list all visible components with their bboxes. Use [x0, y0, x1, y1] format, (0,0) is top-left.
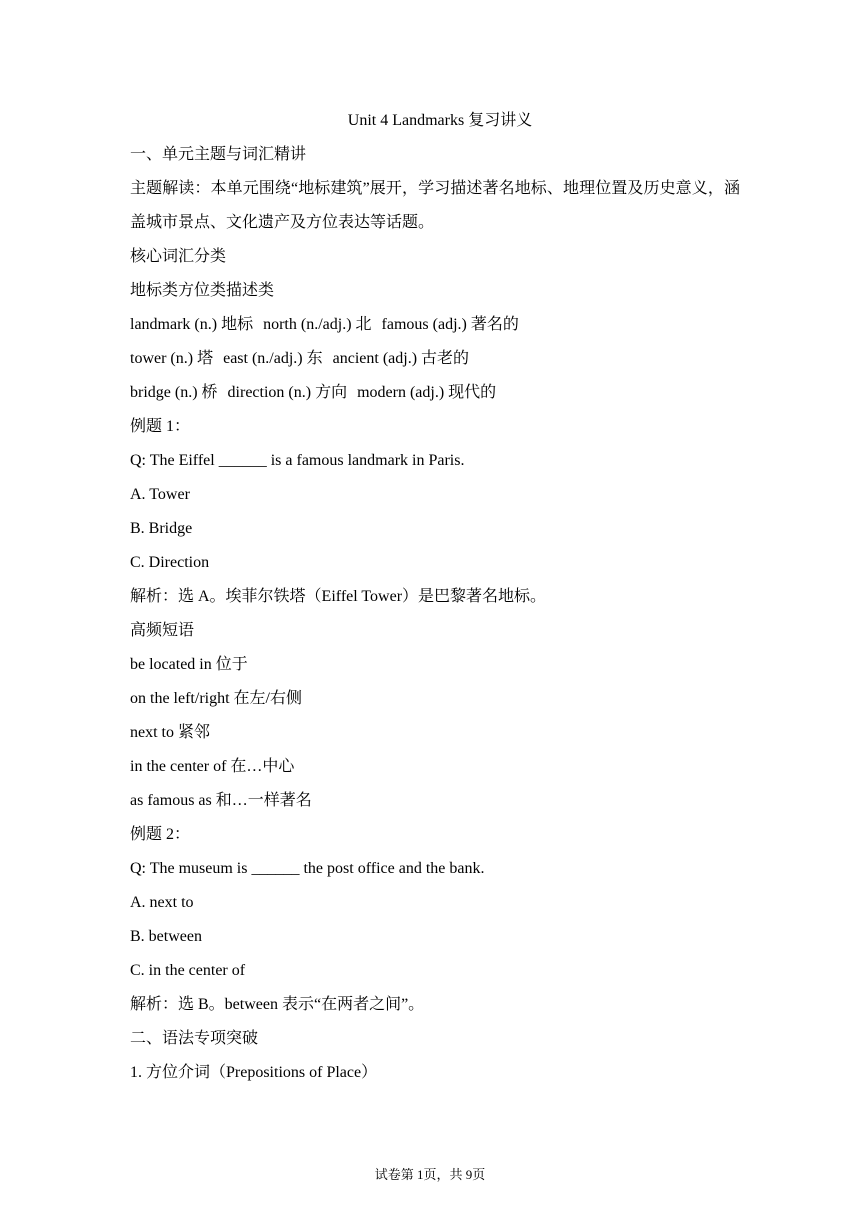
- vocab-row: [130, 382, 740, 404]
- vocab-cell: ancient (adj.) 古老的: [332, 350, 470, 367]
- example-option: C. Direction: [130, 554, 210, 571]
- vocab-cell: landmark (n.) 地标: [130, 316, 254, 333]
- vocab-cell: north (n./adj.) 北: [263, 316, 372, 333]
- section-heading-1: 一、单元主题与词汇精讲: [130, 146, 307, 163]
- vocab-heading: 核心词汇分类: [130, 248, 227, 265]
- phrase-item: as famous as 和…一样著名: [130, 792, 312, 809]
- vocab-row: [130, 314, 740, 336]
- theme-paragraph: 主题解读：本单元围绕“地标建筑”展开，学习描述著名地标、地理位置及历史意义，涵盖城市景点、文化遗产及方位表达等话题。: [130, 180, 740, 231]
- example-label: 例题 1：: [130, 418, 191, 435]
- example-label: 例题 2：: [130, 826, 191, 843]
- example-analysis: 解析：选 B。between 表示“在两者之间”。: [130, 996, 425, 1013]
- phrase-item: on the left/right 在左/右侧: [130, 690, 302, 707]
- document-body: [130, 144, 740, 1096]
- vocab-cell: famous (adj.) 著名的: [381, 316, 519, 333]
- example-option: B. between: [130, 928, 202, 945]
- example-option: C. in the center of: [130, 962, 246, 979]
- subsection-heading: 1. 方位介词（Prepositions of Place）: [130, 1064, 378, 1081]
- example-option: A. next to: [130, 894, 194, 911]
- example-question: Q: The Eiffel ______ is a famous landmark in Paris.: [130, 452, 465, 469]
- phrase-item: be located in 位于: [130, 656, 248, 673]
- example-option: A. Tower: [130, 486, 190, 503]
- vocab-columns: 地标类方位类描述类: [130, 282, 275, 299]
- phrase-item: in the center of 在…中心: [130, 758, 295, 775]
- vocab-cell: direction (n.) 方向: [227, 384, 348, 401]
- page-footer: 试卷第 1页，共 9页: [374, 1167, 486, 1182]
- phrases-heading: 高频短语: [130, 622, 195, 639]
- example-question: Q: The museum is ______ the post office and the bank.: [130, 860, 485, 877]
- section-heading-2: 二、语法专项突破: [130, 1030, 259, 1047]
- vocab-row: [130, 348, 740, 370]
- vocab-cell: modern (adj.) 现代的: [357, 384, 497, 401]
- example-option: B. Bridge: [130, 520, 193, 537]
- vocab-cell: bridge (n.) 桥: [130, 384, 218, 401]
- document-title: Unit 4 Landmarks 复习讲义: [347, 112, 533, 129]
- phrase-item: next to 紧邻: [130, 724, 210, 741]
- example-analysis: 解析：选 A。埃菲尔铁塔（Eiffel Tower）是巴黎著名地标。: [130, 588, 547, 605]
- vocab-cell: tower (n.) 塔: [130, 350, 214, 367]
- vocab-cell: east (n./adj.) 东: [223, 350, 323, 367]
